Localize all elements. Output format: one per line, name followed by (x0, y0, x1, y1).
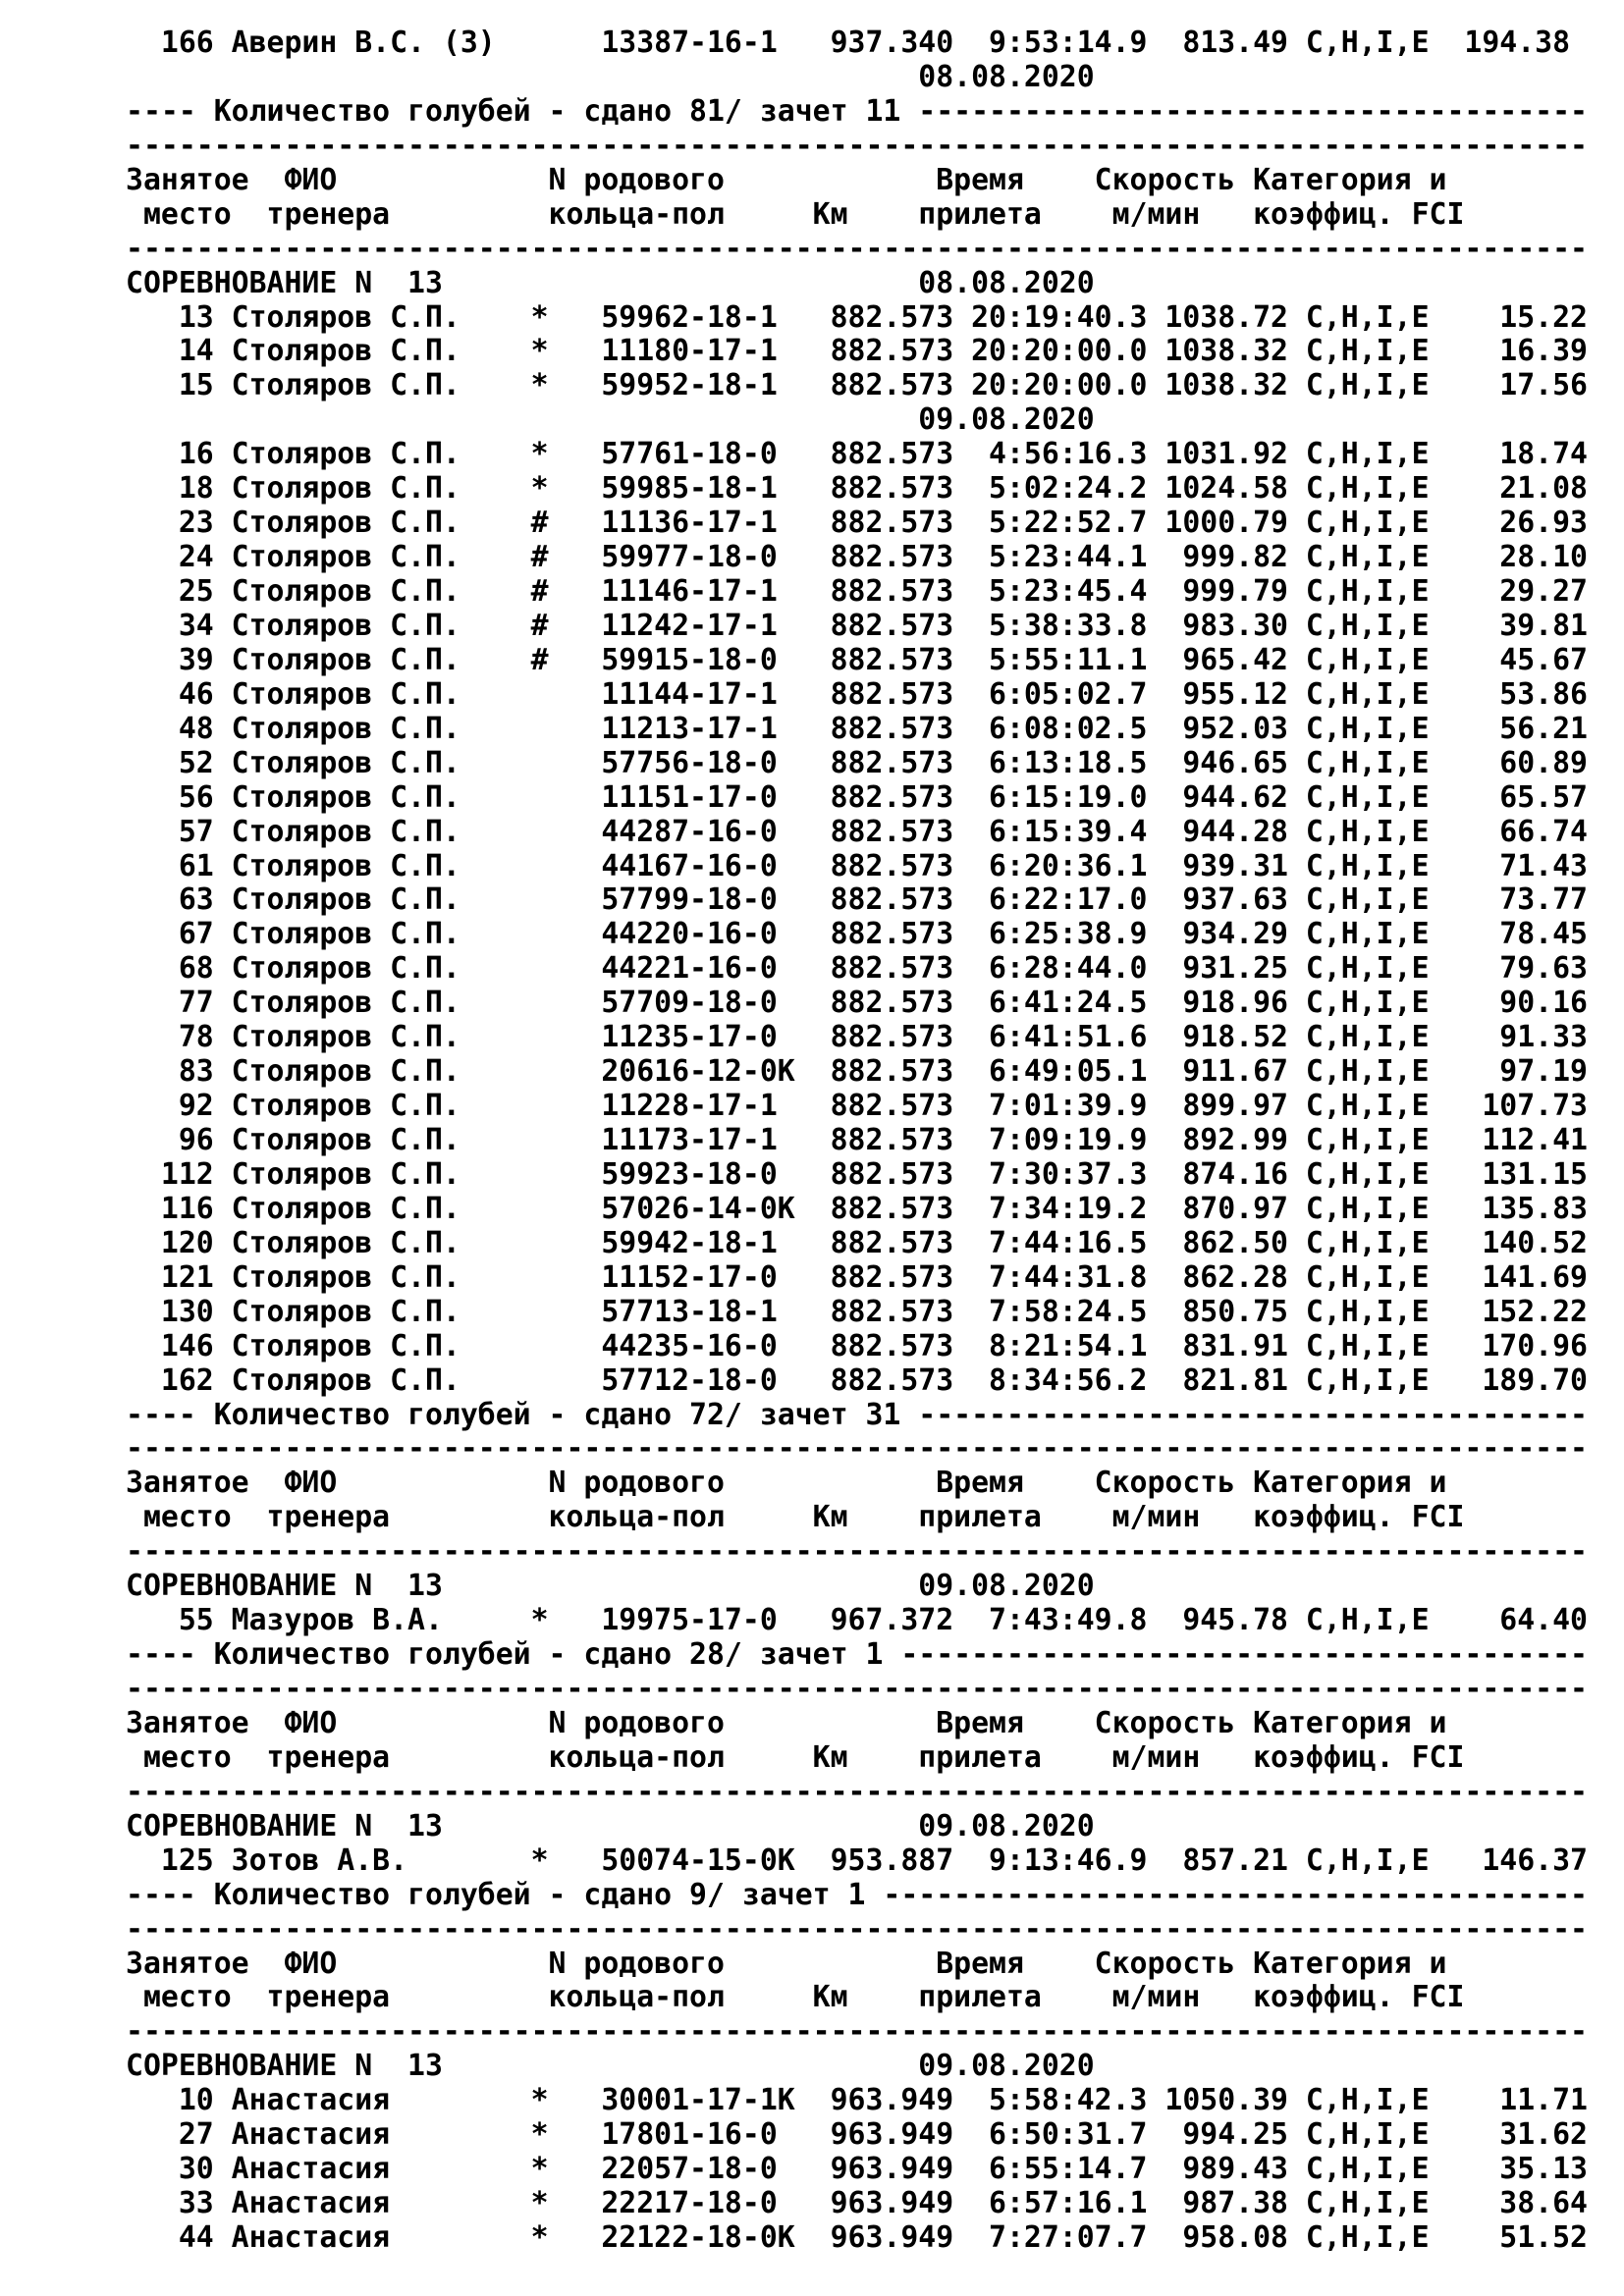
report-line: 48 Столяров С.П. 11213-17-1 882.573 6:08:02.5 952.03 C,H,I,E 56.21 (126, 711, 1588, 746)
report-line: 77 Столяров С.П. 57709-18-0 882.573 6:41:24.5 918.96 C,H,I,E 90.16 (126, 986, 1588, 1021)
report-line: 92 Столяров С.П. 11228-17-1 882.573 7:01:39.9 899.97 C,H,I,E 107.73 (126, 1089, 1588, 1124)
report-line: ---- Количество голубей - сдано 28/ зачет 1 --------------------------------------- (126, 1637, 1588, 1673)
report-line: 33 Анастасия * 22217-18-0 963.949 6:57:16.1 987.38 C,H,I,E 38.64 (126, 2186, 1588, 2221)
report-line: 162 Столяров С.П. 57712-18-0 882.573 8:34:56.2 821.81 C,H,I,E 189.70 (126, 1362, 1588, 1398)
report-line: СОРЕВНОВАНИЕ N 13 09.08.2020 (126, 1569, 1095, 1604)
report-line: Занятое ФИО N родового Время Скорость Категория и (126, 1946, 1447, 1981)
report-line: 120 Столяров С.П. 59942-18-1 882.573 7:44:16.5 862.50 C,H,I,E 140.52 (126, 1225, 1588, 1260)
report-line: 130 Столяров С.П. 57713-18-1 882.573 7:58:24.5 850.75 C,H,I,E 152.22 (126, 1294, 1588, 1329)
report-line: ----------------------------------------------------------------------------------- (126, 1672, 1588, 1706)
report-line: 63 Столяров С.П. 57799-18-0 882.573 6:22:17.0 937.63 C,H,I,E 73.77 (126, 882, 1588, 918)
report-line: место тренера кольца-пол Км прилета м/мин коэффиц. FCI (126, 1500, 1465, 1535)
report-line: ----------------------------------------------------------------------------------- (126, 1431, 1588, 1467)
report-line: ----------------------------------------------------------------------------------- (126, 128, 1588, 163)
report-line: место тренера кольца-пол Км прилета м/мин коэффиц. FCI (126, 196, 1465, 232)
report-line: ----------------------------------------------------------------------------------- (126, 1911, 1588, 1947)
report-line: 09.08.2020 (126, 402, 1095, 438)
report-line: 57 Столяров С.П. 44287-16-0 882.573 6:15:39.4 944.28 C,H,I,E 66.74 (126, 814, 1588, 849)
report-line: 30 Анастасия * 22057-18-0 963.949 6:55:14.7 989.43 C,H,I,E 35.13 (126, 2152, 1588, 2187)
report-line: 39 Столяров С.П. # 59915-18-0 882.573 5:55:11.1 965.42 C,H,I,E 45.67 (126, 642, 1588, 677)
report-line: ----------------------------------------------------------------------------------- (126, 2014, 1588, 2050)
report-line: ----------------------------------------------------------------------------------- (126, 231, 1588, 266)
report-line: 27 Анастасия * 17801-16-0 963.949 6:50:31.7 994.25 C,H,I,E 31.62 (126, 2117, 1588, 2153)
report-line: 125 Зотов А.В. * 50074-15-0K 953.887 9:13:46.9 857.21 C,H,I,E 146.37 (126, 1842, 1588, 1878)
report-line: ---- Количество голубей - сдано 81/ зачет 11 -------------------------------------- (126, 93, 1588, 129)
report-line: 166 Аверин В.С. (3) 13387-16-1 937.340 9:53:14.9 813.49 C,H,I,E 194.38 (126, 26, 1571, 60)
report-line: 34 Столяров С.П. # 11242-17-1 882.573 5:38:33.8 983.30 C,H,I,E 39.81 (126, 608, 1588, 643)
report-line: 61 Столяров С.П. 44167-16-0 882.573 6:20:36.1 939.31 C,H,I,E 71.43 (126, 848, 1588, 883)
report-line: СОРЕВНОВАНИЕ N 13 08.08.2020 (126, 265, 1095, 300)
report-line: 24 Столяров С.П. # 59977-18-0 882.573 5:23:44.1 999.82 C,H,I,E 28.10 (126, 540, 1588, 575)
report-line: 52 Столяров С.П. 57756-18-0 882.573 6:13:18.5 946.65 C,H,I,E 60.89 (126, 745, 1588, 780)
report-line: 78 Столяров С.П. 11235-17-0 882.573 6:41:51.6 918.52 C,H,I,E 91.33 (126, 1020, 1588, 1055)
report-line: 83 Столяров С.П. 20616-12-0K 882.573 6:49:05.1 911.67 C,H,I,E 97.19 (126, 1054, 1588, 1090)
report-line: 16 Столяров С.П. * 57761-18-0 882.573 4:56:16.3 1031.92 C,H,I,E 18.74 (126, 437, 1588, 472)
report-line: 10 Анастасия * 30001-17-1K 963.949 5:58:42.3 1050.39 C,H,I,E 11.71 (126, 2083, 1588, 2118)
report-line: 68 Столяров С.П. 44221-16-0 882.573 6:28:44.0 931.25 C,H,I,E 79.63 (126, 951, 1588, 987)
report-line: 121 Столяров С.П. 11152-17-0 882.573 7:44:31.8 862.28 C,H,I,E 141.69 (126, 1259, 1588, 1295)
report-line: Занятое ФИО N родового Время Скорость Категория и (126, 162, 1447, 197)
report-line: ----------------------------------------------------------------------------------- (126, 1534, 1588, 1570)
report-line: СОРЕВНОВАНИЕ N 13 09.08.2020 (126, 1808, 1095, 1843)
report-line: 67 Столяров С.П. 44220-16-0 882.573 6:25:38.9 934.29 C,H,I,E 78.45 (126, 917, 1588, 952)
report-line: 25 Столяров С.П. # 11146-17-1 882.573 5:23:45.4 999.79 C,H,I,E 29.27 (126, 574, 1588, 609)
report-line: 96 Столяров С.П. 11173-17-1 882.573 7:09:19.9 892.99 C,H,I,E 112.41 (126, 1123, 1588, 1157)
report-line: ----------------------------------------------------------------------------------- (126, 1774, 1588, 1809)
report-line: 44 Анастасия * 22122-18-0K 963.949 7:27:07.7 958.08 C,H,I,E 51.52 (126, 2220, 1588, 2255)
report-line: 112 Столяров С.П. 59923-18-0 882.573 7:30:37.3 874.16 C,H,I,E 131.15 (126, 1156, 1588, 1192)
report-line: 14 Столяров С.П. * 11180-17-1 882.573 20:20:00.0 1038.32 C,H,I,E 16.39 (126, 334, 1588, 369)
report-line: СОРЕВНОВАНИЕ N 13 09.08.2020 (126, 2049, 1095, 2084)
report-line: 08.08.2020 (126, 59, 1095, 94)
report-line: 46 Столяров С.П. 11144-17-1 882.573 6:05:02.7 955.12 C,H,I,E 53.86 (126, 676, 1588, 712)
report-line: Занятое ФИО N родового Время Скорость Категория и (126, 1705, 1447, 1740)
report-line: 116 Столяров С.П. 57026-14-0K 882.573 7:34:19.2 870.97 C,H,I,E 135.83 (126, 1191, 1588, 1226)
report-line: 15 Столяров С.П. * 59952-18-1 882.573 20:20:00.0 1038.32 C,H,I,E 17.56 (126, 368, 1588, 403)
report-line: 13 Столяров С.П. * 59962-18-1 882.573 20:19:40.3 1038.72 C,H,I,E 15.22 (126, 299, 1588, 335)
report-line: 23 Столяров С.П. # 11136-17-1 882.573 5:22:52.7 1000.79 C,H,I,E 26.93 (126, 506, 1588, 541)
report-line: 56 Столяров С.П. 11151-17-0 882.573 6:15:19.0 944.62 C,H,I,E 65.57 (126, 779, 1588, 815)
report-line: ---- Количество голубей - сдано 72/ зачет 31 -------------------------------------- (126, 1397, 1588, 1432)
report-line: 18 Столяров С.П. * 59985-18-1 882.573 5:02:24.2 1024.58 C,H,I,E 21.08 (126, 471, 1588, 507)
results-printout (126, 27, 1588, 2256)
report-line: Занятое ФИО N родового Время Скорость Категория и (126, 1466, 1447, 1501)
report-line: место тренера кольца-пол Км прилета м/мин коэффиц. FCI (126, 1739, 1465, 1775)
report-line: 55 Мазуров В.А. * 19975-17-0 967.372 7:43:49.8 945.78 C,H,I,E 64.40 (126, 1603, 1588, 1638)
report-line: 146 Столяров С.П. 44235-16-0 882.573 8:21:54.1 831.91 C,H,I,E 170.96 (126, 1328, 1588, 1363)
report-line: место тренера кольца-пол Км прилета м/мин коэффиц. FCI (126, 1980, 1465, 2015)
report-line: ---- Количество голубей - сдано 9/ зачет 1 ---------------------------------------- (126, 1877, 1588, 1912)
